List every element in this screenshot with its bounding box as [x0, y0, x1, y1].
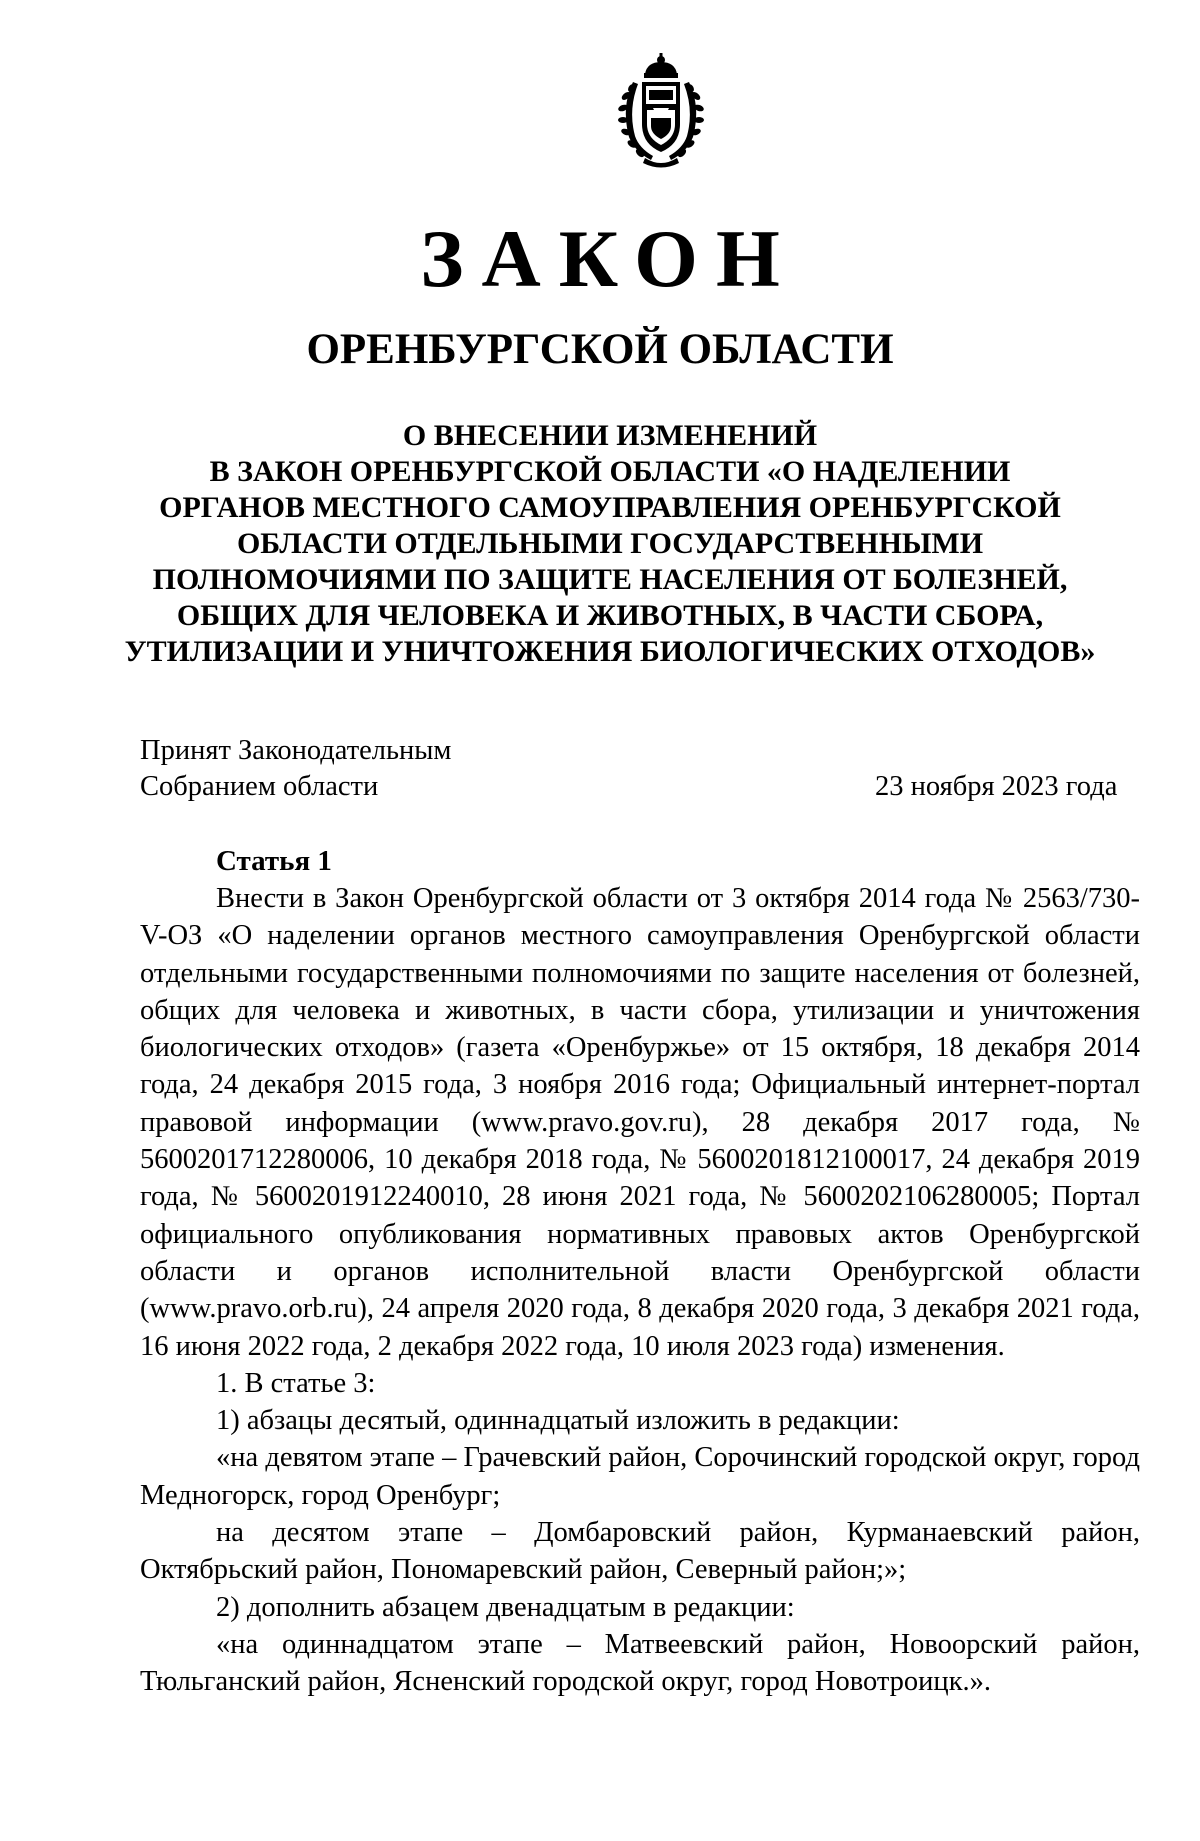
article-paragraph: «на одиннадцатом этапе – Матвеевский район, Новоорский район, Тюльганский район, Ясненский городской округ, город Новотроицк.». — [140, 1628, 1140, 1698]
article-paragraph: «на девятом этапе – Грачевский район, Сорочинский городской округ, город Медногорск, город Оренбург; — [140, 1442, 1140, 1511]
article-paragraph: 2) дополнить абзацем двенадцатым в редакции: — [216, 1591, 795, 1623]
document-region: ОРЕНБУРГСКОЙ ОБЛАСТИ — [306, 326, 894, 373]
subtitle-line: ОБЩИХ ДЛЯ ЧЕЛОВЕКА И ЖИВОТНЫХ, В ЧАСТИ СБОРА, — [176, 599, 1044, 632]
adoption-statement — [140, 733, 451, 805]
adoption-date: 23 ноября 2023 года — [875, 771, 1118, 802]
article-paragraph: на десятом этапе – Домбаровский район, Курманаевский район, Октябрьский район, Пономаревский район, Северный район;»; — [140, 1517, 1140, 1586]
subtitle-line: О ВНЕСЕНИИ ИЗМЕНЕНИЙ — [402, 419, 818, 452]
adoption-line: Собранием области — [140, 771, 379, 802]
subtitle-line: УТИЛИЗАЦИИ И УНИЧТОЖЕНИЯ БИОЛОГИЧЕСКИХ ОТХОДОВ» — [124, 635, 1096, 668]
article-heading: Статья 1 — [216, 845, 332, 877]
article-paragraph: Внести в Закон Оренбургской области от 3 октября 2014 года № 2563/730-V-ОЗ «О наделении органов местного самоуправления Оренбургской области отдельными государственными полномочиями по защите населения от болезней, общих для человека и животных, в части сбора, утилизации и уничтожения биологических отходов» (газета «Оренбуржье» от 15 октября, 18 декабря 2014 года, 24 декабря 2015 года, 3 ноября 2016 года; Официальный интернет-портал правовой информации (www.pravo.gov.ru), 28 декабря 2017 года, № 5600201712280006, 10 декабря 2018 года, № 5600201812100017, 24 декабря 2019 года, № 5600201912240010, 28 июня 2021 года, № 5600202106280005; Портал официального опубликования нормативных правовых актов Оренбургской области и органов исполнительной власти Оренбургской области (www.pravo.orb.ru), 24 апреля 2020 года, 8 декабря 2020 года, 3 декабря 2021 года, 16 июня 2022 года, 2 декабря 2022 года, 10 июля 2023 года) изменения. — [140, 883, 1140, 1362]
article-paragraph: 1. В статье 3: — [216, 1367, 376, 1399]
subtitle-line: ОБЛАСТИ ОТДЕЛЬНЫМИ ГОСУДАРСТВЕННЫМИ — [236, 527, 984, 560]
article-body — [140, 880, 1140, 1701]
coat-of-arms-icon — [611, 52, 711, 170]
article-paragraph: 1) абзацы десятый, одиннадцатый изложить в редакции: — [216, 1405, 900, 1437]
adoption-line: Принят Законодательным — [140, 735, 452, 766]
document-subtitle — [110, 418, 1110, 670]
subtitle-line: ПОЛНОМОЧИЯМИ ПО ЗАЩИТЕ НАСЕЛЕНИЯ ОТ БОЛЕЗНЕЙ, — [152, 563, 1068, 596]
subtitle-line: ОРГАНОВ МЕСТНОГО САМОУПРАВЛЕНИЯ ОРЕНБУРГСКОЙ — [159, 491, 1061, 524]
subtitle-line: В ЗАКОН ОРЕНБУРГСКОЙ ОБЛАСТИ «О НАДЕЛЕНИИ — [209, 455, 1011, 488]
document-title: ЗАКОН — [420, 213, 798, 304]
